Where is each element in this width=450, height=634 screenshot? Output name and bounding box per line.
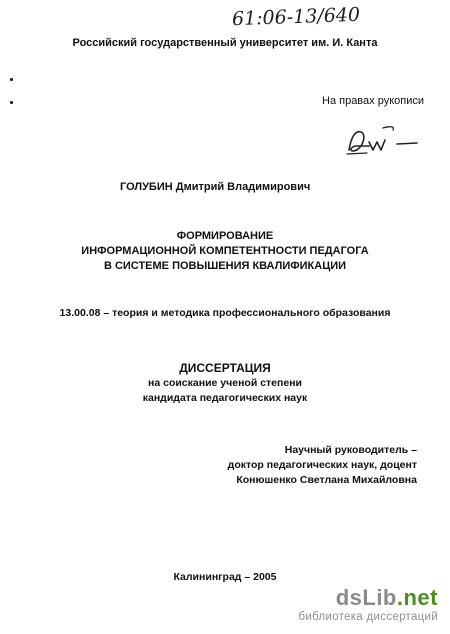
title-line: ИНФОРМАЦИОННОЙ КОМПЕТЕНТНОСТИ ПЕДАГОГА <box>81 245 369 257</box>
degree-line: на соискание ученой степени <box>148 377 302 389</box>
specialty-code: 13.00.08 – теория и методика профессионального образования <box>59 307 391 319</box>
handwritten-signature <box>343 120 423 160</box>
degree-line: кандидата педагогических наук <box>142 392 308 404</box>
title-line: В СИСТЕМЕ ПОВЫШЕНИЯ КВАЛИФИКАЦИИ <box>103 260 347 272</box>
title-line: ФОРМИРОВАНИЕ <box>176 230 274 242</box>
scan-mark <box>10 78 13 81</box>
watermark-subtitle: библиотека диссертаций <box>298 611 438 623</box>
scan-mark <box>10 101 13 104</box>
dissertation-title <box>0 229 450 274</box>
supervisor-line: Конюшенко Светлана Михайловна <box>236 474 417 486</box>
supervisor-line: Научный руководитель – <box>284 444 417 456</box>
watermark-brand-suffix: .net <box>396 585 438 610</box>
watermark-brand <box>298 585 438 611</box>
supervisor-line: доктор педагогических наук, доцент <box>227 459 417 471</box>
manuscript-note: На правах рукописи <box>322 95 424 107</box>
dissertation-block <box>0 361 450 406</box>
dissertation-heading: ДИССЕРТАЦИЯ <box>179 361 271 375</box>
supervisor-block <box>228 443 417 488</box>
watermark <box>298 585 438 623</box>
city-year: Калининград – 2005 <box>173 571 277 583</box>
university-name: Российский государственный университет им. И. Канта <box>72 37 378 49</box>
watermark-brand-prefix: dsLib <box>335 585 397 610</box>
author-name: ГОЛУБИН Дмитрий Владимирович <box>120 181 311 193</box>
handwritten-catalog-number: 61:06-13/640 <box>231 3 361 31</box>
